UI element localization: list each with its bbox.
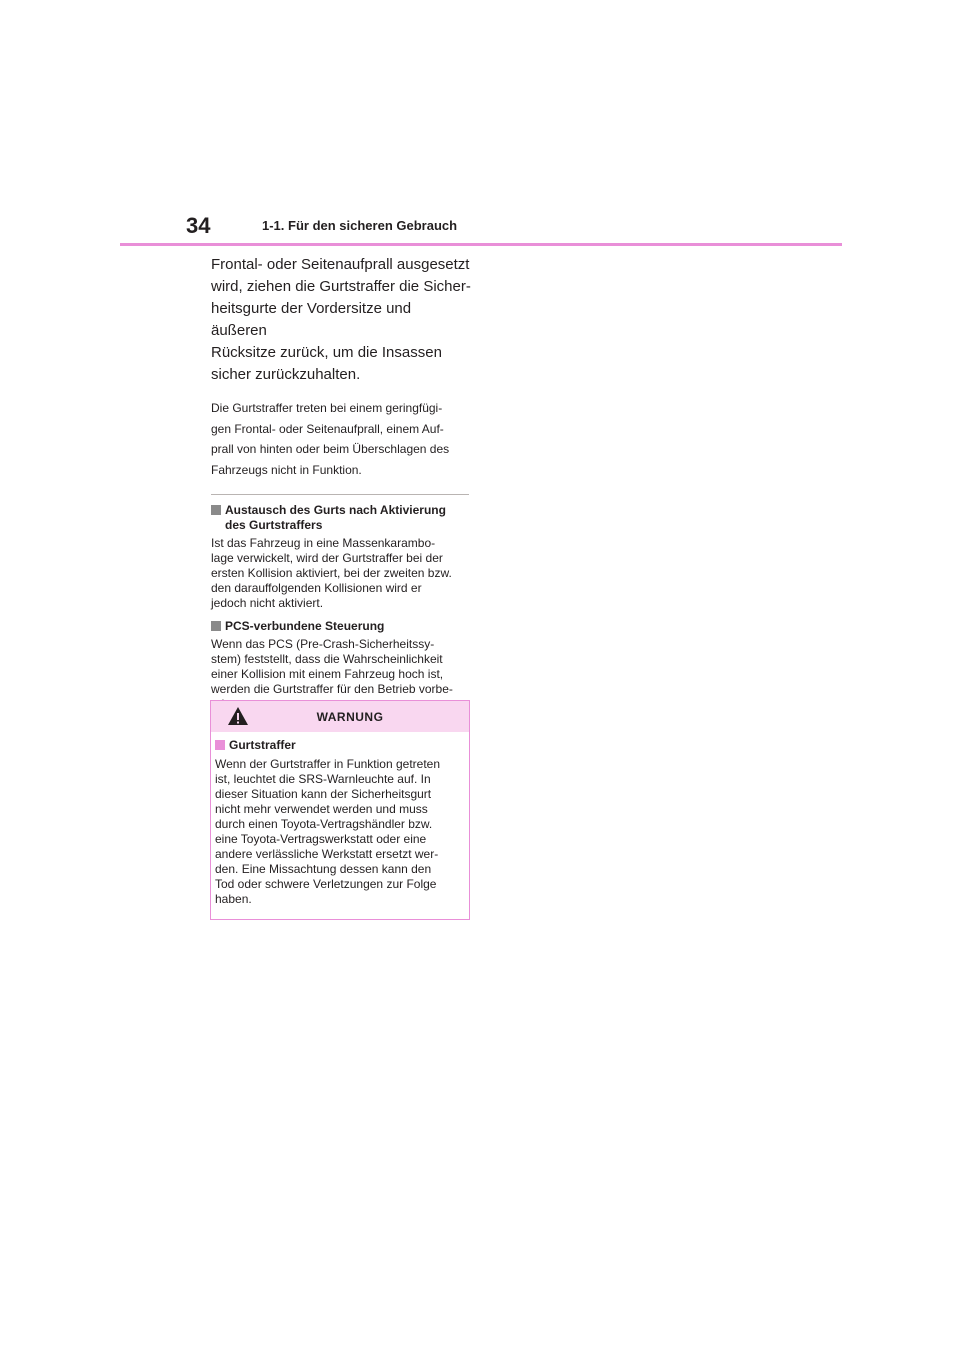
- body-line: eine Toyota-Vertragswerkstatt oder eine: [215, 832, 427, 846]
- lead-line: wird, ziehen die Gurtstraffer die Sicher-: [211, 278, 471, 295]
- subsection-body: [211, 536, 471, 611]
- heading-line: PCS-verbundene Steuerung: [225, 619, 385, 633]
- warning-box: [210, 700, 470, 920]
- body-line: den. Eine Missachtung dessen kann den: [215, 862, 432, 876]
- note-line: Die Gurtstraffer treten bei einem geringfügi-: [211, 401, 443, 415]
- heading-line: Austausch des Gurts nach Aktivierung: [225, 503, 446, 517]
- body-line: ersten Kollision aktiviert, bei der zweiten bzw.: [211, 566, 452, 580]
- subsection-pcs: [211, 619, 471, 712]
- body-line: stem) feststellt, dass die Wahrscheinlichkeit: [211, 652, 443, 666]
- warning-heading: [215, 738, 465, 753]
- body-line: haben.: [215, 892, 252, 906]
- body-line: dieser Situation kann der Sicherheitsgurt: [215, 787, 432, 801]
- note-line: Fahrzeugs nicht in Funktion.: [211, 462, 362, 477]
- body-line: andere verlässliche Werkstatt ersetzt wer-: [215, 847, 439, 861]
- body-line: werden die Gurtstraffer für den Betrieb vorbe-: [211, 682, 453, 696]
- lead-line: sicher zurückzuhalten.: [211, 366, 361, 383]
- note-paragraph: [211, 398, 471, 480]
- warning-triangle-icon: [227, 706, 249, 726]
- lead-paragraph: [211, 254, 471, 386]
- body-line: durch einen Toyota-Vertragshändler bzw.: [215, 817, 433, 831]
- warning-label: WARNUNG: [316, 709, 384, 724]
- square-bullet-icon: [211, 505, 221, 515]
- body-line: den darauffolgenden Kollisionen wird er: [211, 581, 422, 595]
- subsection-replacement: [211, 503, 471, 611]
- body-line: Wenn das PCS (Pre-Crash-Sicherheitssy-: [211, 637, 435, 651]
- body-line: Tod oder schwere Verletzungen zur Folge: [215, 877, 437, 891]
- warning-body: [215, 757, 465, 907]
- note-line: prall von hinten oder beim Überschlagen des: [211, 442, 450, 456]
- lead-line: Rücksitze zurück, um die Insassen: [211, 344, 442, 361]
- note-line: gen Frontal- oder Seitenaufprall, einem Auf-: [211, 421, 444, 436]
- subsection-heading: [211, 619, 471, 634]
- warning-header: [211, 701, 469, 732]
- body-line: Ist das Fahrzeug in eine Massenkarambo-: [211, 536, 436, 550]
- section-divider: [211, 494, 469, 495]
- header-rule: [120, 243, 842, 246]
- main-column: [211, 254, 471, 712]
- section-title: 1-1. Für den sicheren Gebrauch: [262, 218, 458, 233]
- body-line: lage verwickelt, wird der Gurtstraffer bei der: [211, 551, 443, 565]
- page-number: 34: [186, 213, 211, 238]
- square-bullet-icon: [211, 621, 221, 631]
- warning-content: [211, 732, 469, 907]
- subsection-heading: [211, 503, 471, 533]
- square-bullet-icon: [215, 740, 225, 750]
- lead-line: heitsgurte der Vordersitze und äußeren: [211, 300, 412, 339]
- body-line: Wenn der Gurtstraffer in Funktion getreten: [215, 757, 441, 771]
- body-line: jedoch nicht aktiviert.: [211, 596, 324, 610]
- lead-line: Frontal- oder Seitenaufprall ausgesetzt: [211, 256, 470, 273]
- body-line: einer Kollision mit einem Fahrzeug hoch ist,: [211, 667, 444, 681]
- heading-line: Gurtstraffer: [229, 738, 296, 752]
- body-line: nicht mehr verwendet werden und muss: [215, 802, 428, 816]
- heading-line: des Gurtstraffers: [225, 518, 323, 532]
- body-line: ist, leuchtet die SRS-Warnleuchte auf. In: [215, 772, 431, 786]
